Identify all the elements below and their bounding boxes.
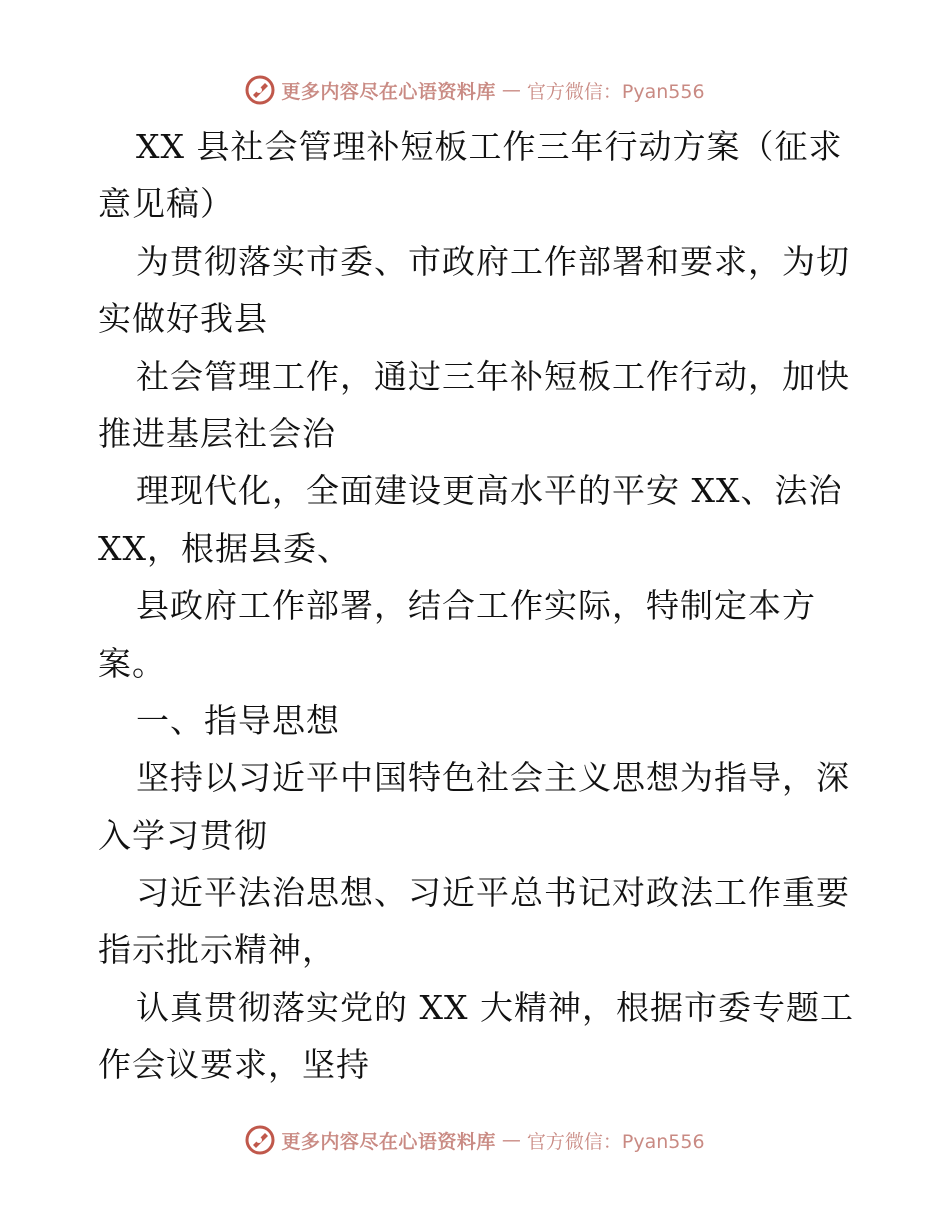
paragraph-line: 县政府工作部署，结合工作实际，特制定本方 bbox=[136, 586, 816, 626]
logo-icon bbox=[245, 1125, 275, 1155]
footer-watermark-banner bbox=[0, 1120, 950, 1160]
paragraph-line: 入学习贯彻 bbox=[98, 815, 268, 855]
paragraph-line: 坚持以习近平中国特色社会主义思想为指导，深 bbox=[136, 758, 850, 798]
paragraph-line: 实做好我县 bbox=[98, 299, 268, 339]
header-watermark-banner bbox=[0, 70, 950, 110]
banner-text: 更多内容尽在心语资料库 bbox=[281, 80, 496, 103]
logo-icon bbox=[245, 75, 275, 105]
document-body bbox=[98, 118, 858, 1094]
paragraph-line: 作会议要求，坚持 bbox=[98, 1045, 370, 1085]
title-line-2: 意见稿） bbox=[98, 184, 234, 224]
paragraph-line: 习近平法治思想、习近平总书记对政法工作重要 bbox=[136, 873, 850, 913]
section-heading: 一、指导思想 bbox=[136, 700, 340, 740]
paragraph-line: 推进基层社会治 bbox=[98, 413, 336, 453]
paragraph-line: 为贯彻落实市委、市政府工作部署和要求，为切 bbox=[136, 241, 850, 281]
banner-dash: — bbox=[501, 1129, 521, 1151]
paragraph-line: 社会管理工作，通过三年补短板工作行动，加快 bbox=[136, 356, 850, 396]
banner-wechat: 官方微信：Pyan556 bbox=[526, 80, 705, 103]
paragraph-line: XX，根据县委、 bbox=[98, 528, 351, 568]
paragraph-line: 认真贯彻落实党的 XX 大精神，根据市委专题工 bbox=[136, 987, 854, 1027]
paragraph-line: 理现代化，全面建设更高水平的平安 XX、法治 bbox=[136, 471, 843, 511]
banner-text: 更多内容尽在心语资料库 bbox=[281, 1130, 496, 1153]
banner-wechat: 官方微信：Pyan556 bbox=[526, 1130, 705, 1153]
banner-dash: — bbox=[501, 79, 521, 101]
title-line-1: XX 县社会管理补短板工作三年行动方案（征求 bbox=[136, 127, 843, 166]
paragraph-line: 案。 bbox=[98, 643, 166, 683]
paragraph-line: 指示批示精神， bbox=[98, 930, 336, 970]
